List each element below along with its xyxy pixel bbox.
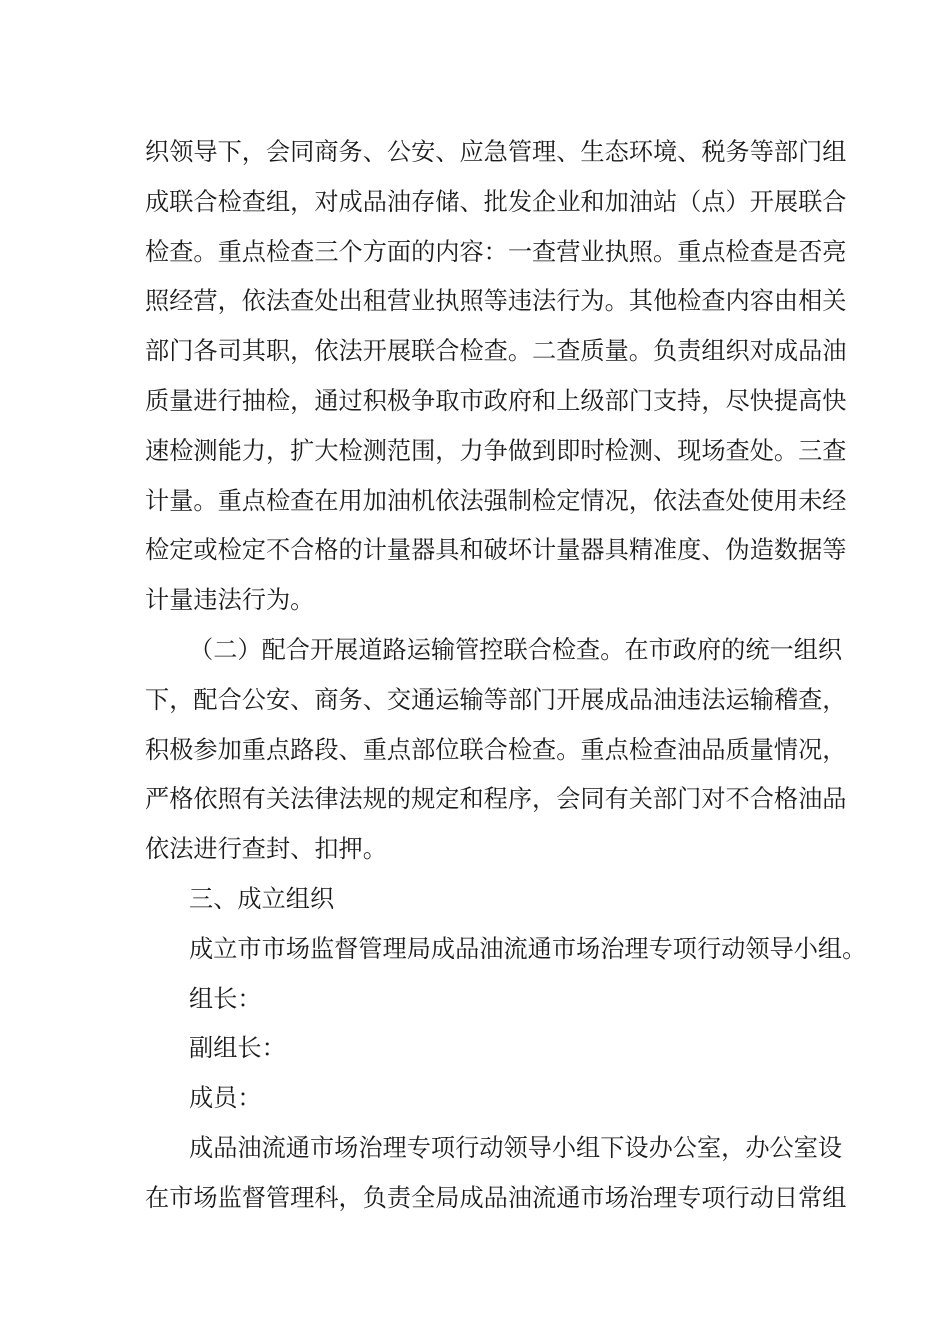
text-line: 计量。重点检查在用加油机依法强制检定情况，依法查处使用未经: [145, 486, 847, 515]
members-label: 成员：: [189, 1084, 262, 1113]
text-line: 速检测能力，扩大检测范围，力争做到即时检测、现场查处。三查: [145, 436, 847, 465]
text-line: （二）配合开展道路运输管控联合检查。在市政府的统一组织: [189, 635, 843, 664]
text-line: 在市场监督管理科，负责全局成品油流通市场治理专项行动日常组: [145, 1183, 847, 1212]
text-line: 部门各司其职，依法开展联合检查。二查质量。负责组织对成品油: [145, 337, 847, 366]
text-line: 下，配合公安、商务、交通运输等部门开展成品油违法运输稽查，: [145, 685, 847, 714]
paragraph-inspection-content: [145, 128, 847, 626]
text-line: 成联合检查组，对成品油存储、批发企业和加油站（点）开展联合: [145, 187, 847, 216]
text-line: 质量进行抽检，通过积极争取市政府和上级部门支持，尽快提高快: [145, 386, 847, 415]
paragraph-leading-group: 成立市市场监督管理局成品油流通市场治理专项行动领导小组。: [189, 934, 867, 963]
text-line: 照经营，依法查处出租营业执照等违法行为。其他检查内容由相关: [145, 287, 847, 316]
deputy-leader-label: 副组长：: [189, 1034, 286, 1063]
section-heading: 三、成立组织: [189, 884, 335, 913]
paragraph-road-transport-inspection: [145, 626, 847, 875]
document-body: [145, 128, 867, 1224]
text-line: 依法进行查封、扣押。: [145, 835, 387, 864]
text-line: 成品油流通市场治理专项行动领导小组下设办公室，办公室设: [189, 1133, 843, 1162]
leader-label: 组长：: [189, 984, 262, 1013]
text-line: 积极参加重点路段、重点部位联合检查。重点检查油品质量情况，: [145, 735, 847, 764]
text-line: 织领导下，会同商务、公安、应急管理、生态环境、税务等部门组: [145, 138, 847, 166]
text-line: 计量违法行为。: [145, 586, 315, 615]
text-line: 检查。重点检查三个方面的内容：一查营业执照。重点检查是否亮: [145, 237, 847, 266]
text-line: 严格依照有关法律法规的规定和程序，会同有关部门对不合格油品: [145, 785, 847, 814]
text-line: 检定或检定不合格的计量器具和破坏计量器具精准度、伪造数据等: [145, 536, 847, 565]
paragraph-office-setup: [145, 1124, 847, 1224]
